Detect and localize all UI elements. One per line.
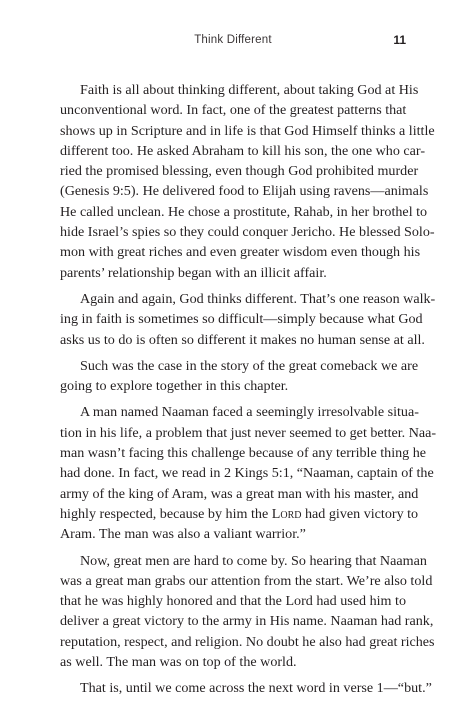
paragraph-line: (Genesis 9:5). He delivered food to Elijah using ravens—animals xyxy=(60,183,429,200)
paragraph-line: ried the promised blessing, even though God prohibited murder xyxy=(60,163,419,180)
paragraph-line: That is, until we come across the next word in verse 1—“but.” xyxy=(80,680,432,697)
paragraph-line: going to explore together in this chapter. xyxy=(60,378,289,395)
paragraph-6 xyxy=(60,678,432,698)
paragraph-line: Aram. The man was also a valiant warrior.” xyxy=(60,526,306,543)
paragraph-5 xyxy=(60,551,435,673)
paragraph-4 xyxy=(60,402,437,544)
paragraph-line: shows up in Scripture and in life is that God Himself thinks a little xyxy=(60,122,435,139)
paragraph-1 xyxy=(60,80,435,283)
paragraph-line: highly respected, because by him the Lord had given victory to xyxy=(60,505,419,522)
paragraph-line: Again and again, God thinks different. That’s one reason walk- xyxy=(80,290,436,307)
paragraph-line: Now, great men are hard to come by. So hearing that Naaman xyxy=(80,552,427,569)
paragraph-line: Faith is all about thinking different, about taking God at His xyxy=(80,82,419,98)
paragraph-line: A man named Naaman faced a seemingly irresolvable situa- xyxy=(80,404,419,421)
paragraph-line: army of the king of Aram, was a great man with his master, and xyxy=(60,485,419,502)
body-text xyxy=(60,80,437,705)
running-head xyxy=(60,34,406,50)
paragraph-line: Such was the case in the story of the great comeback we are xyxy=(80,357,419,374)
paragraph-line: as well. The man was on top of the world. xyxy=(60,654,297,671)
paragraph-line: deliver a great victory to the army in His name. Naaman had rank, xyxy=(60,613,434,630)
paragraph-line: asks us to do is often so different it makes no human sense at all. xyxy=(60,331,425,348)
paragraph-3 xyxy=(60,356,419,397)
paragraph-line: tion in his life, a problem that just never seemed to get better. Naa- xyxy=(60,424,437,441)
paragraph-line: parents’ relationship began with an illicit affair. xyxy=(60,264,327,281)
paragraph-line: that he was highly honored and that the Lord had used him to xyxy=(60,593,407,610)
paragraph-2 xyxy=(60,289,436,350)
paragraph-line: mon with great riches and even greater wisdom even though his xyxy=(60,244,421,261)
paragraph-line: had done. In fact, we read in 2 Kings 5:1, “Naaman, captain of the xyxy=(60,465,434,482)
paragraph-line: He called unclean. He chose a prostitute, Rahab, in her brothel to xyxy=(60,203,428,220)
paragraph-line: ing in faith is sometimes so difficult—simply because what God xyxy=(60,311,423,328)
paragraph-line: reputation, respect, and religion. No doubt he also had great riches xyxy=(60,633,435,650)
page-number: 11 xyxy=(393,33,406,47)
chapter-title: Think Different xyxy=(194,34,272,46)
paragraph-line: hide Israel’s spies so they could conquer Jericho. He blessed Solo- xyxy=(60,224,435,241)
paragraph-line: unconventional word. In fact, one of the greatest patterns that xyxy=(60,102,407,119)
paragraph-line: different too. He asked Abraham to kill his son, the one who car- xyxy=(60,142,426,159)
paragraph-line: was a great man grabs our attention from the start. We’re also told xyxy=(60,572,433,589)
paragraph-line: man wasn’t facing this challenge because of any terrible thing he xyxy=(60,445,427,462)
